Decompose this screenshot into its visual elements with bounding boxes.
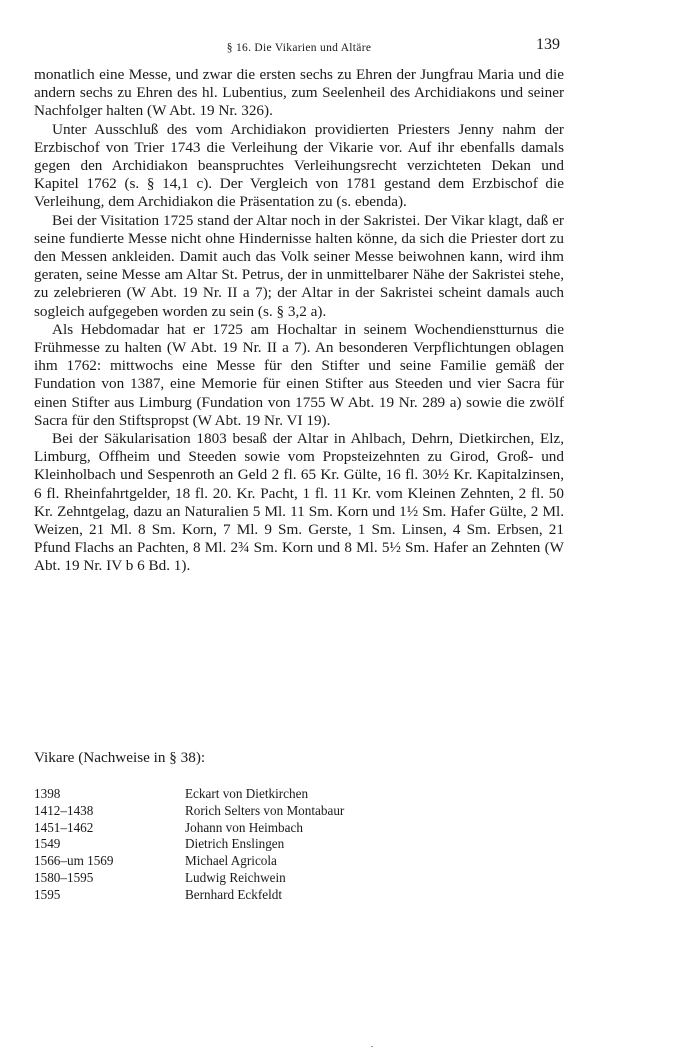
vikare-name: Dietrich Enslingen — [185, 836, 285, 852]
vikare-row — [34, 836, 344, 853]
vikare-name: Bernhard Eckfeldt — [185, 886, 283, 902]
vikare-years: 1566–um 1569 — [34, 853, 114, 869]
vikare-name: Johann von Heimbach — [185, 819, 303, 835]
paragraph: Unter Ausschluß des vom Archidiakon providierten Priesters Jenny nahm der Erzbischof von Trier 1743 die Verleihung der Vikarie vor. Auf ihr ebenfalls damals gegen den Archidiakon beanspruchtes Verleihungsrecht verzichteten Dekan und Kapitel 1762 (s. § 14,1 c). Der Vergleich von 1781 gestand dem Erzbischof die Verleihung, dem Archidiakon die Präsentation zu (s. ebenda). — [34, 120, 564, 211]
paragraph: Bei der Säkularisation 1803 besaß der Altar in Ahlbach, Dehrn, Dietkirchen, Elz, Limburg, Offheim und Steeden sowie vom Propsteizehnten zu Girod, Groß- und Kleinholbach und Sespenroth an Geld 2 fl. 65 Kr. Gülte, 16 fl. 30½ Kr. Kapitalzinsen, 6 fl. Rheinfahrtgelder, 18 fl. 20. Kr. Pacht, 1 fl. 11 Kr. vom Kleinen Zehnten, 2 fl. 50 Kr. Zehntgelag, dazu an Naturalien 5 Ml. 11 Sm. Korn und 1½ Sm. Hafer Gülte, 2 Ml. Weizen, 21 Ml. 8 Sm. Korn, 7 Ml. 9 Sm. Gerste, 1 Sm. Linsen, 4 Sm. Erbsen, 21 Pfund Flachs an Pachten, 8 Ml. 2¾ Sm. Korn und 8 Ml. 5½ Sm. Hafer an Zehnten (W Abt. 19 Nr. IV b 6 Bd. 1). — [34, 430, 564, 575]
running-title: § 16. Die Vikarien und Altäre — [226, 42, 372, 54]
vikare-name: Rorich Selters von Montabaur — [185, 802, 345, 818]
vikare-row — [34, 887, 344, 904]
paragraph: Als Hebdomadar hat er 1725 am Hochaltar in seinem Wochendienstturnus die Frühmesse zu halten (W Abt. 19 Nr. II a 7). An besonderen Verpflichtungen oblagen ihm 1762: mittwochs eine Messe für den Stifter und seine Familie gemäß der Fundation von 1387, eine Memorie für einen Stifter aus Steeden und vier Sacra für einen Stifter aus Limburg (Fundation von 1755 W Abt. 19 Nr. 289 a) sowie die zwölf Sacra für den Stiftspropst (W Abt. 19 Nr. VI 19). — [34, 320, 564, 429]
body-text — [34, 66, 564, 576]
page-number: 139 — [536, 36, 560, 53]
vikare-row — [34, 820, 344, 837]
scan-speck — [371, 1046, 373, 1047]
vikare-years: 1580–1595 — [34, 869, 94, 885]
vikare-name: Ludwig Reichwein — [185, 869, 286, 885]
paragraph: monatlich eine Messe, und zwar die ersten sechs zu Ehren der Jungfrau Maria und die andern sechs zu Ehren des hl. Lubentius, zum Seelenheil des Archidiakons und seiner Nachfolger halten (W Abt. 19 Nr. 326). — [34, 66, 564, 120]
paragraph: Bei der Visitation 1725 stand der Altar noch in der Sakristei. Der Vikar klagt, daß er seine fundierte Messe nicht ohne Hindernisse halten könne, da sich die Priester dort zu den Messen ankleiden. Damit auch das Volk seiner Messe beiwohnen kann, wird ihm geraten, seine Messe am Altar St. Petrus, der in unmittelbarer Nähe der Sakristei stehe, zu zelebrieren (W Abt. 19 Nr. II a 7); der Altar in der Sakristei scheint damals auch sogleich aufgegeben worden zu sein (s. § 3,2 a). — [34, 211, 564, 320]
vikare-years: 1398 — [34, 786, 61, 801]
vikare-years: 1595 — [34, 886, 61, 902]
vikare-heading: Vikare (Nachweise in § 38): — [34, 749, 206, 766]
vikare-list — [34, 786, 344, 904]
vikare-years: 1451–1462 — [34, 819, 94, 835]
vikare-name: Eckart von Dietkirchen — [185, 786, 309, 801]
running-head — [34, 36, 564, 58]
vikare-years: 1412–1438 — [34, 802, 94, 818]
vikare-row — [34, 853, 344, 870]
vikare-row — [34, 870, 344, 887]
vikare-years: 1549 — [34, 836, 61, 852]
vikare-row — [34, 803, 344, 820]
vikare-name: Michael Agricola — [185, 853, 277, 869]
vikare-row — [34, 786, 344, 803]
book-page — [34, 0, 564, 1060]
